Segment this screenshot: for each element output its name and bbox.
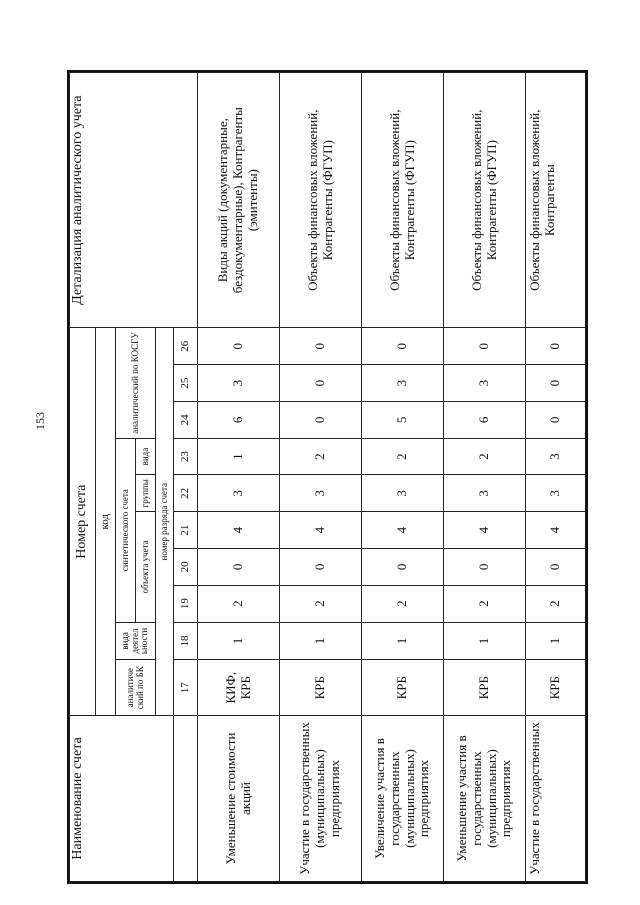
row-d23: 2	[280, 438, 362, 475]
row-name: Участие в государственных (муниципальных) предприятиях	[280, 716, 362, 882]
accounts-table	[69, 72, 586, 882]
page-number: 153	[33, 412, 47, 430]
row-d21: 4	[526, 512, 586, 549]
header-object: объекта учета	[136, 512, 156, 622]
row-name: Участие в государственных	[526, 716, 586, 882]
row-d22: 3	[280, 475, 362, 512]
row-detail: Виды акций (документарные, бездокументарные), Контрагенты (эмитенты)	[198, 73, 280, 328]
accounts-table-rotated	[69, 72, 567, 882]
row-d25: 3	[444, 365, 526, 402]
header-detail: Детализация аналитического учета	[70, 73, 198, 328]
table-row	[526, 73, 586, 882]
row-d26: 0	[526, 328, 586, 365]
digit-24: 24	[174, 401, 198, 438]
header-synthetic: синтетического счета	[116, 438, 136, 622]
row-d22: 3	[444, 475, 526, 512]
row-d24: 0	[526, 401, 586, 438]
row-bk: КИФ, КРБ	[198, 660, 280, 716]
row-d23: 1	[198, 438, 280, 475]
row-d19: 2	[362, 585, 444, 622]
row-bk: КРБ	[362, 660, 444, 716]
header-group: группы	[136, 475, 156, 512]
row-bk: КРБ	[526, 660, 586, 716]
row-d25: 0	[526, 365, 586, 402]
row-d18: 1	[198, 622, 280, 660]
row-detail: Объекты финансовых вложений, Контрагенты (ФГУП)	[362, 73, 444, 328]
row-d26: 0	[198, 328, 280, 365]
row-bk: КРБ	[444, 660, 526, 716]
row-name: Уменьшение участия в государственных (муниципальных) предприятиях	[444, 716, 526, 882]
row-detail: Объекты финансовых вложений, Контрагенты (ФГУП)	[280, 73, 362, 328]
row-d25: 3	[362, 365, 444, 402]
table-row	[362, 73, 444, 882]
header-empty	[174, 716, 198, 882]
row-d26: 0	[280, 328, 362, 365]
row-d24: 5	[362, 401, 444, 438]
digit-21: 21	[174, 512, 198, 549]
row-d24: 0	[280, 401, 362, 438]
row-d24: 6	[444, 401, 526, 438]
row-d26: 0	[362, 328, 444, 365]
row-d18: 1	[526, 622, 586, 660]
row-d19: 2	[198, 585, 280, 622]
header-activity: вида деятел ьности	[116, 622, 156, 660]
row-d21: 4	[198, 512, 280, 549]
row-d21: 4	[362, 512, 444, 549]
table-row	[198, 73, 280, 882]
row-d23: 2	[362, 438, 444, 475]
digit-25: 25	[174, 365, 198, 402]
row-detail: Объекты финансовых вложений, Контрагенты (ФГУП)	[444, 73, 526, 328]
row-name: Уменьшение стоимости акций	[198, 716, 280, 882]
row-d23: 3	[526, 438, 586, 475]
row-d21: 4	[280, 512, 362, 549]
row-d19: 2	[444, 585, 526, 622]
row-d20: 0	[198, 549, 280, 586]
header-name: Наименование счета	[70, 716, 174, 882]
row-d22: 3	[526, 475, 586, 512]
row-d22: 3	[198, 475, 280, 512]
header-analytic-kosgu: аналитический по КОСГУ	[116, 328, 156, 438]
row-d24: 6	[198, 401, 280, 438]
digit-23: 23	[174, 438, 198, 475]
row-name: Увеличение участия в государственных (муниципальных) предприятиях	[362, 716, 444, 882]
row-d20: 0	[362, 549, 444, 586]
header-code: код	[96, 328, 116, 716]
digit-19: 19	[174, 585, 198, 622]
row-d25: 0	[280, 365, 362, 402]
digit-18: 18	[174, 622, 198, 660]
row-d20: 0	[526, 549, 586, 586]
row-d22: 3	[362, 475, 444, 512]
digit-26: 26	[174, 328, 198, 365]
row-d18: 1	[444, 622, 526, 660]
digit-20: 20	[174, 549, 198, 586]
row-d18: 1	[280, 622, 362, 660]
header-digit-number: номер разряда счета	[156, 328, 174, 716]
table-row	[280, 73, 362, 882]
row-bk: КРБ	[280, 660, 362, 716]
row-d19: 2	[280, 585, 362, 622]
row-detail: Объекты финансовых вложений, Контрагенты	[526, 73, 586, 328]
row-d25: 3	[198, 365, 280, 402]
digit-22: 22	[174, 475, 198, 512]
row-d21: 4	[444, 512, 526, 549]
digit-17: 17	[174, 660, 198, 716]
row-d20: 0	[444, 549, 526, 586]
header-account-number: Номер счета	[70, 328, 96, 716]
row-d26: 0	[444, 328, 526, 365]
row-d19: 2	[526, 585, 586, 622]
row-d23: 2	[444, 438, 526, 475]
row-d18: 1	[362, 622, 444, 660]
row-d20: 0	[280, 549, 362, 586]
table-row	[444, 73, 526, 882]
header-analytic-bk: аналитиче ский по БК	[116, 660, 156, 716]
header-kind: вида	[136, 438, 156, 475]
